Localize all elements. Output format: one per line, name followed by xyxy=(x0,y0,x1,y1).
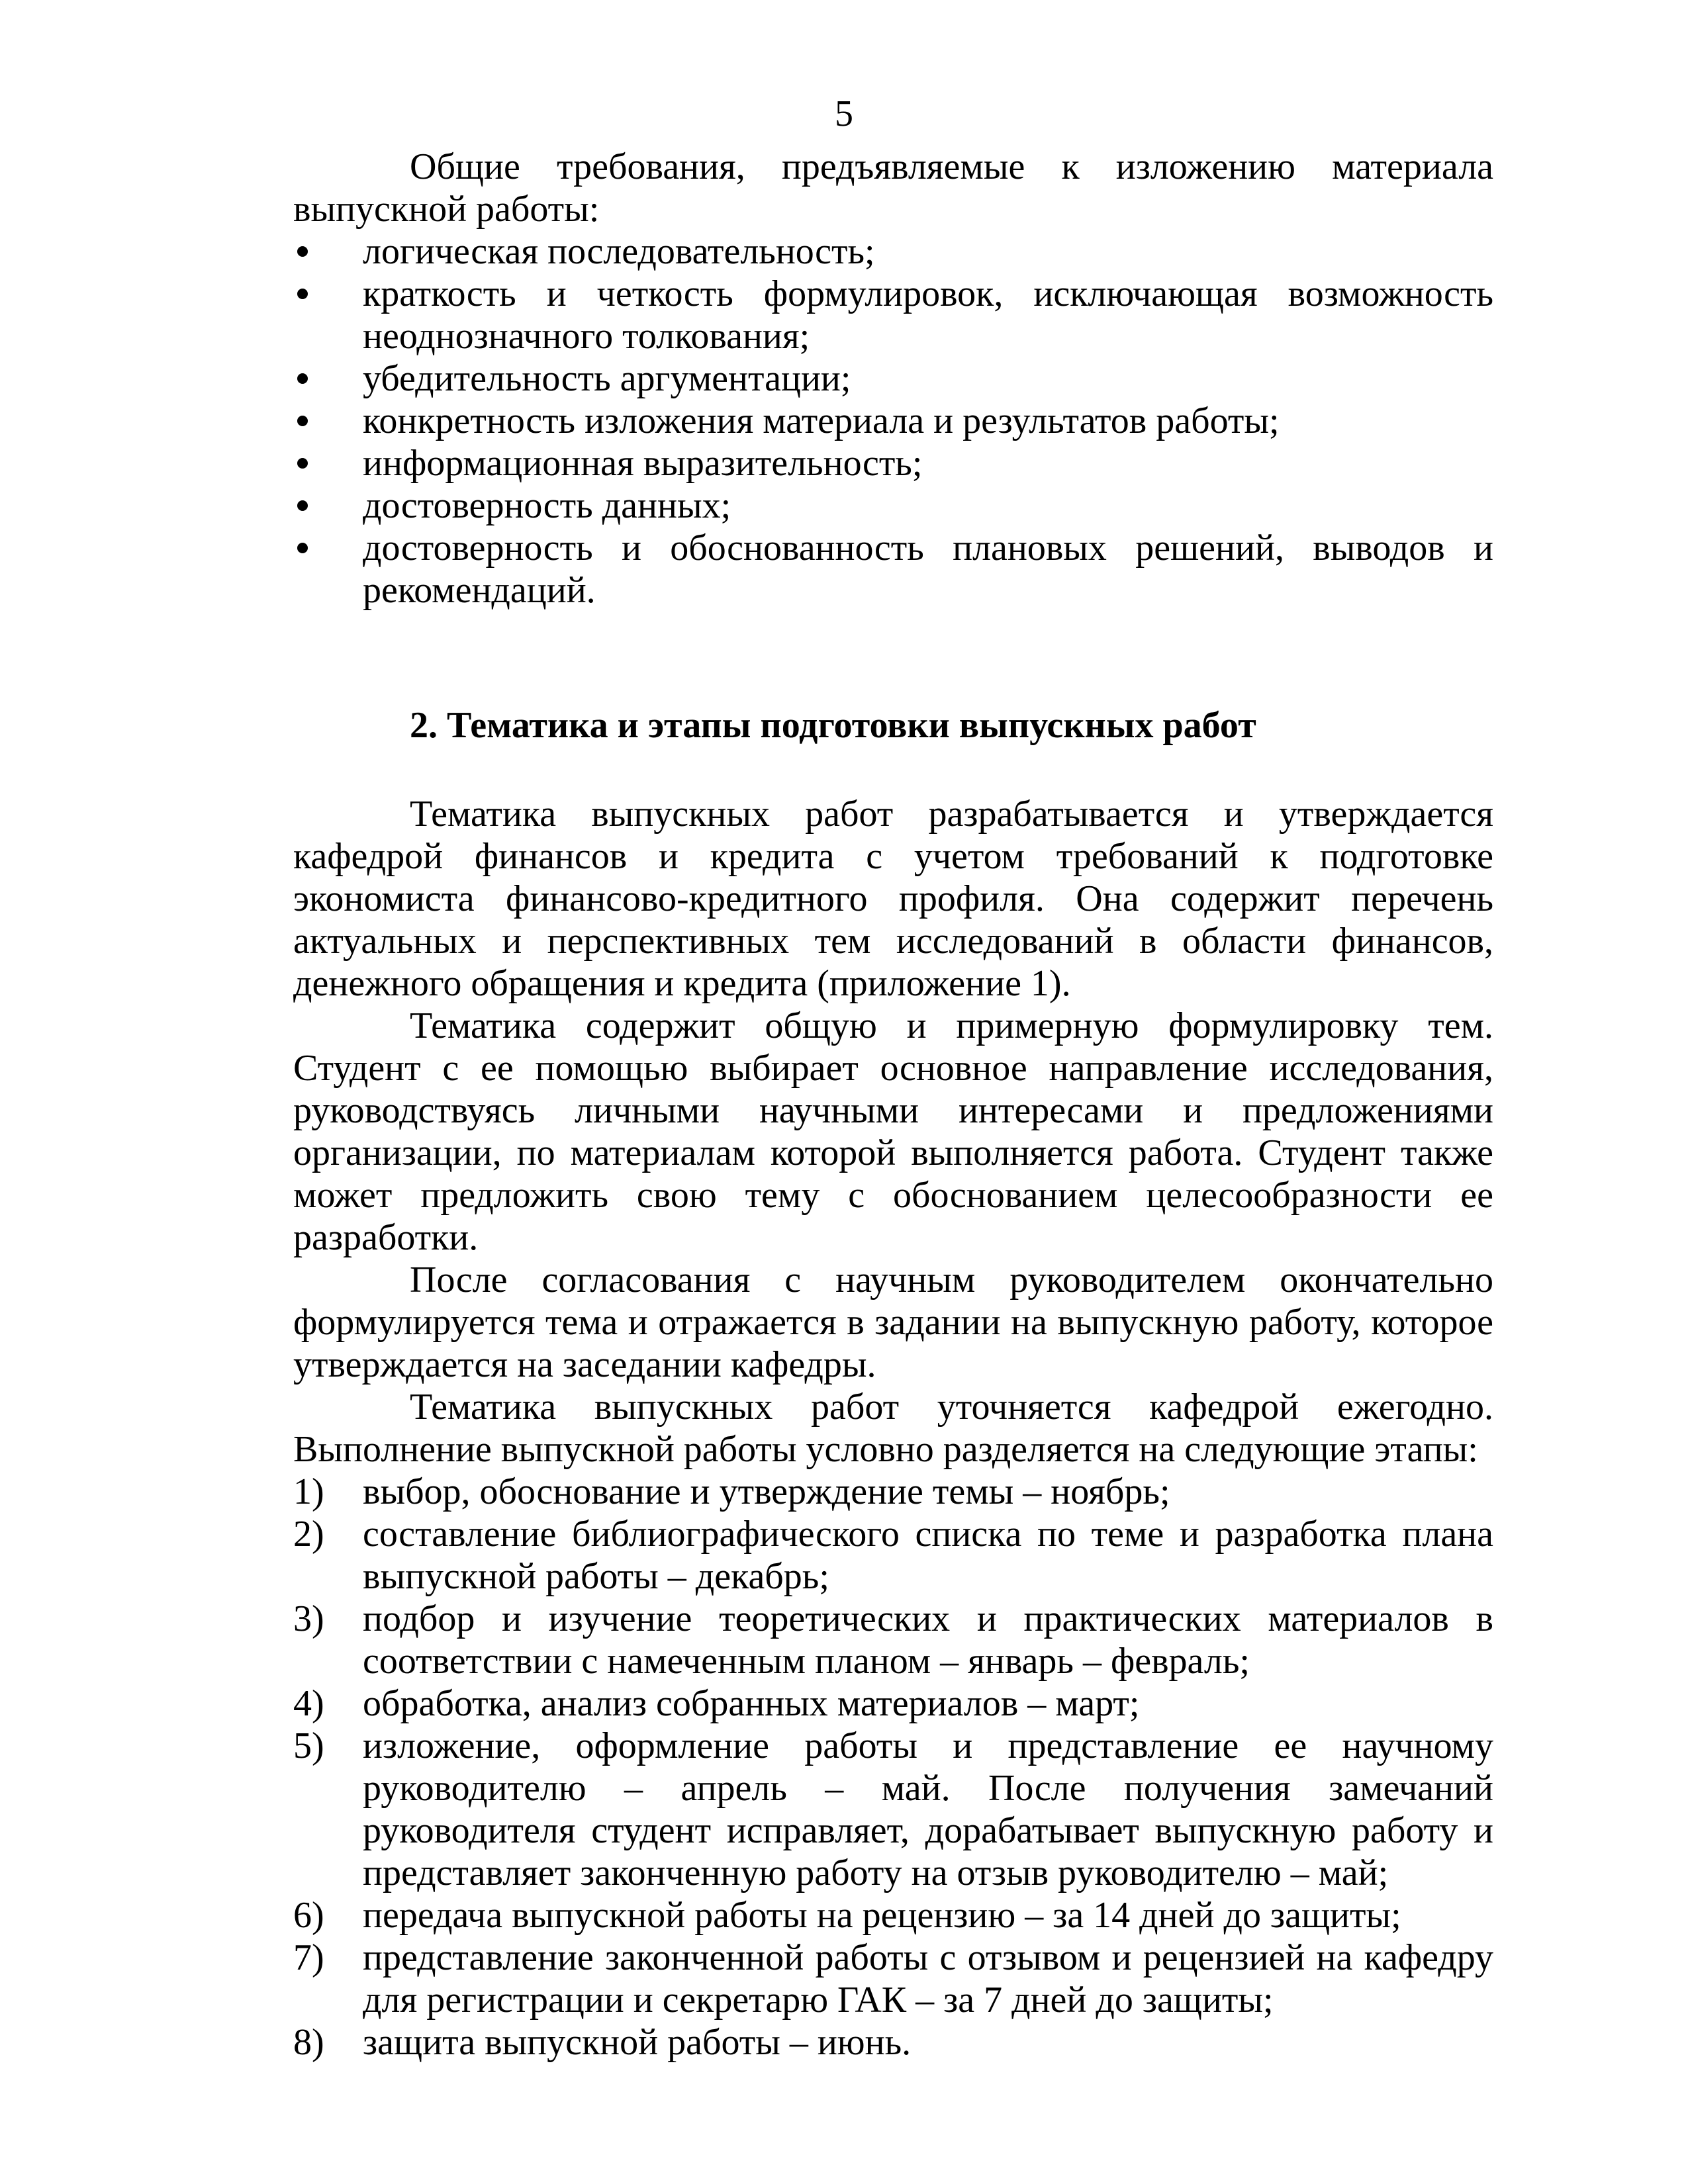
bullet-icon xyxy=(297,289,308,299)
body-paragraph: Тематика содержит общую и примерную формулировку тем. Студент с ее помощью выбирает основное направление исследования, руководствуясь личными научными интересами и предложениями организации, по материалам которой выполняется работа. Студент также может предложить свою тему с обоснованием целесообразности ее разработки. xyxy=(293,1005,1493,1258)
bullet-icon xyxy=(297,543,308,553)
stage-item xyxy=(293,1682,1493,1725)
section-heading: 2. Тематика и этапы подготовки выпускных работ xyxy=(410,705,1256,746)
stage-text: защита выпускной работы – июнь. xyxy=(363,2022,912,2063)
bullet-item xyxy=(293,527,1493,612)
bullet-icon xyxy=(297,458,308,469)
stage-text: подбор и изучение теоретических и практических материалов в соответствии с намеченным планом – январь – февраль; xyxy=(363,1598,1493,1682)
page-number: 5 xyxy=(835,93,853,134)
stage-number: 5) xyxy=(293,1725,324,1766)
stage-number: 1) xyxy=(293,1471,324,1512)
bullet-icon xyxy=(297,246,308,257)
stage-text: составление библиографического списка по теме и разработка плана выпускной работы – декабрь; xyxy=(363,1514,1493,1597)
stage-text: передача выпускной работы на рецензию – за 14 дней до защиты; xyxy=(363,1895,1401,1936)
body-paragraph: Тематика выпускных работ разрабатывается и утверждается кафедрой финансов и кредита с учетом требований к подготовке экономиста финансово-кредитного профиля. Она содержит перечень актуальных и перспективных тем исследований в области финансов, денежного обращения и кредита (приложение 1). xyxy=(293,794,1493,1004)
stage-number: 2) xyxy=(293,1514,324,1555)
bullet-text: информационная выразительность; xyxy=(363,443,923,484)
stage-item xyxy=(293,1471,1493,1513)
stage-number: 3) xyxy=(293,1598,324,1639)
bullet-item xyxy=(293,442,1493,484)
stage-number: 6) xyxy=(293,1895,324,1936)
bullet-text: конкретность изложения материала и результатов работы; xyxy=(363,400,1280,441)
stage-number: 7) xyxy=(293,1937,324,1978)
stage-item xyxy=(293,1894,1493,1936)
bullet-item xyxy=(293,357,1493,400)
intro-paragraph: Общие требования, предъявляемые к изложению материала выпускной работы: xyxy=(293,146,1493,230)
stages-list xyxy=(293,1471,1493,2064)
bullet-text: достоверность и обоснованность плановых решений, выводов и рекомендаций. xyxy=(363,527,1493,611)
bullet-item xyxy=(293,273,1493,357)
bullet-item xyxy=(293,400,1493,442)
stage-text: представление законченной работы с отзывом и рецензией на кафедру для регистрации и секретарю ГАК – за 7 дней до защиты; xyxy=(363,1937,1493,2021)
stage-text: изложение, оформление работы и представление ее научному руководителю – апрель – май. После получения замечаний руководителя студент исправляет, дорабатывает выпускную работу и представляет законченную работу на отзыв руководителю – май; xyxy=(363,1725,1493,1893)
bullet-text: достоверность данных; xyxy=(363,485,731,526)
stage-text: обработка, анализ собранных материалов – март; xyxy=(363,1683,1140,1724)
bullet-icon xyxy=(297,373,308,384)
bullet-item xyxy=(293,230,1493,273)
stage-number: 4) xyxy=(293,1683,324,1724)
stage-item xyxy=(293,1936,1493,2021)
stage-number: 8) xyxy=(293,2022,324,2063)
stage-text: выбор, обоснование и утверждение темы – ноябрь; xyxy=(363,1471,1170,1512)
bullet-text: краткость и четкость формулировок, исключающая возможность неоднозначного толкования; xyxy=(363,273,1493,357)
bullet-text: логическая последовательность; xyxy=(363,231,875,272)
stage-item xyxy=(293,1725,1493,1894)
bullet-text: убедительность аргументации; xyxy=(363,358,851,399)
page-content xyxy=(293,146,1493,2064)
bullet-icon xyxy=(297,500,308,511)
body-paragraph: После согласования с научным руководителем окончательно формулируется тема и отражается в задании на выпускную работу, которое утверждается на заседании кафедры. xyxy=(293,1259,1493,1385)
stage-item xyxy=(293,1513,1493,1598)
bullet-item xyxy=(293,484,1493,527)
requirements-list xyxy=(293,230,1493,612)
stage-item xyxy=(293,2021,1493,2064)
body-paragraph: Тематика выпускных работ уточняется кафедрой ежегодно. Выполнение выпускной работы условно разделяется на следующие этапы: xyxy=(293,1387,1493,1470)
bullet-icon xyxy=(297,416,308,426)
stage-item xyxy=(293,1598,1493,1682)
